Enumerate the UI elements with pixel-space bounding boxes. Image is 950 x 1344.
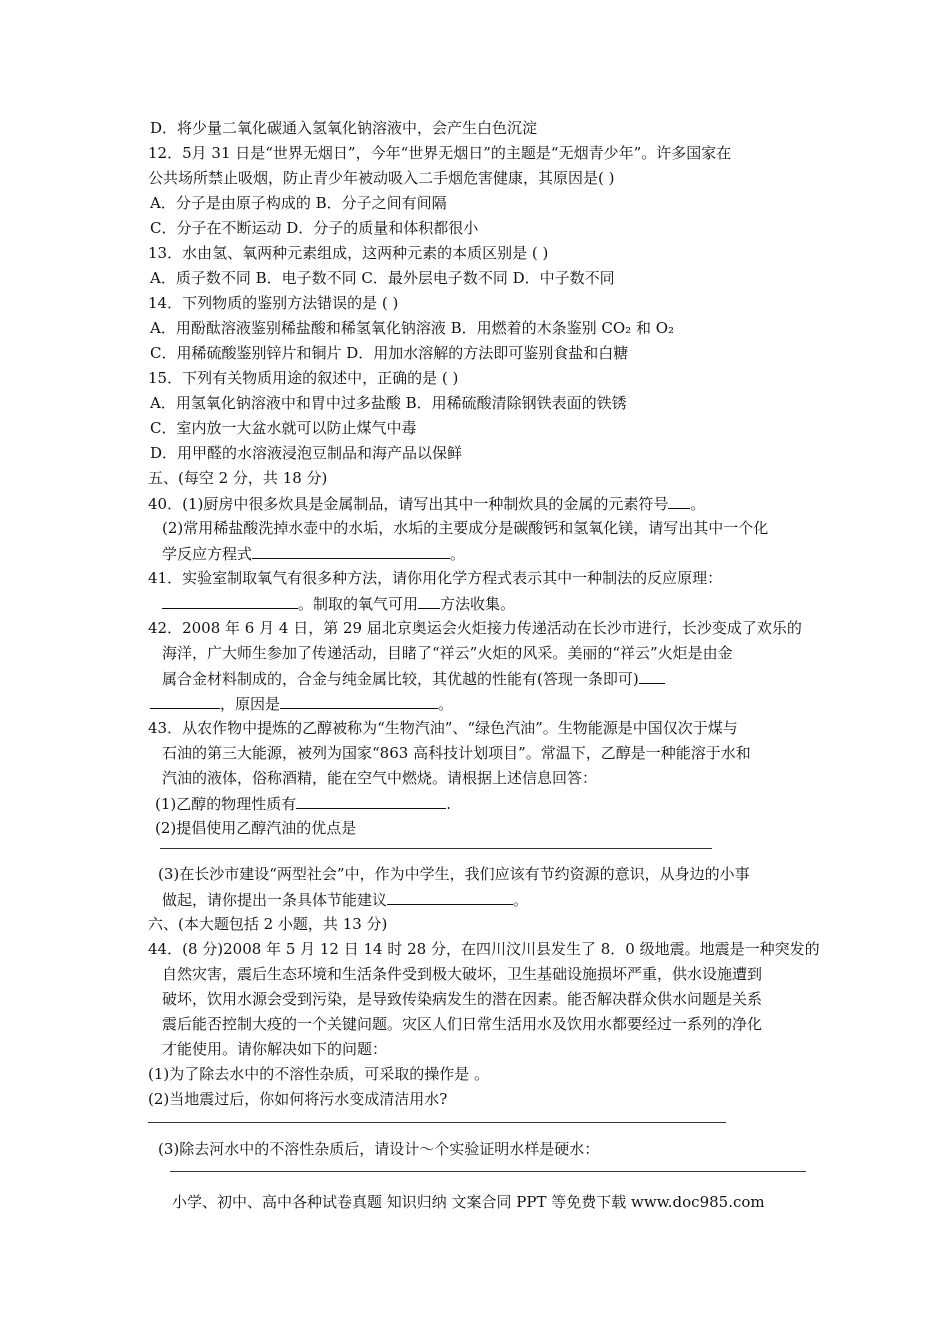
q41-answer-blank-1[interactable] (162, 591, 298, 609)
q42-stem-line1: 42．2008 年 6 月 4 日，第 29 届北京奥运会火炬接力传递活动在长沙市进行，长沙变成了欢乐的 (148, 619, 802, 637)
q43-stem-line1: 43．从农作物中提炼的乙醇被称为“生物汽油”、“绿色汽油”。生物能源是中国仅次于煤与 (148, 719, 738, 737)
q41-stem: 41．实验室制取氧气有很多种方法，请你用化学方程式表示其中一种制法的反应原理： (148, 569, 723, 587)
q43-part3-line2 (162, 887, 528, 912)
q41-answer-blank-2[interactable] (418, 591, 440, 609)
q40-answer-blank-2[interactable] (252, 541, 450, 559)
q12-stem-line1: 12．5月 31 日是“世界无烟日”，今年“世界无烟日”的主题是“无烟青少年”。许多国家在 (148, 144, 732, 162)
q42-answer-line (150, 691, 453, 716)
q42-reason-end: 。 (438, 695, 454, 713)
q13-stem: 13．水由氢、氧两种元素组成，这两种元素的本质区别是 ( ) (148, 244, 549, 262)
q44-part1: (1)为了除去水中的不溶性杂质，可采取的操作是 。 (148, 1065, 490, 1083)
section-six-heading: 六、(本大题包括 2 小题，共 13 分) (148, 915, 388, 933)
section-five-heading: 五、(每空 2 分，共 18 分) (148, 469, 328, 487)
q43-answer-blank-3[interactable] (387, 887, 513, 905)
q12-stem-line2: 公共场所禁止吸烟，防止青少年被动吸入二手烟危害健康，其原因是( ) (148, 169, 615, 187)
q43-part1 (155, 791, 451, 816)
q43-part3-end: 。 (513, 891, 529, 909)
q41-text-end: 方法收集。 (440, 595, 516, 613)
q40-part2-line1: (2)常用稀盐酸洗掉水壶中的水垢，水垢的主要成分是碳酸钙和氢氧化镁，请写出其中一个化 (162, 519, 769, 537)
q42-stem-line3 (162, 666, 665, 691)
q42-answer-blank-1b[interactable] (150, 691, 220, 709)
q40-part1-end: 。 (690, 495, 706, 513)
q15-stem: 15．下列有关物质用途的叙述中，正确的是 ( ) (148, 369, 459, 387)
q42-answer-blank-1a[interactable] (639, 666, 665, 684)
q43-answer-blank-1[interactable] (296, 791, 446, 809)
q12-options-cd: C．分子在不断运动 D．分子的质量和体积都很小 (150, 219, 479, 237)
q43-part3-text: 做起，请你提出一条具体节能建议 (162, 891, 388, 909)
q42-answer-blank-2[interactable] (280, 691, 438, 709)
q12-options-ab: A．分子是由原子构成的 B．分子之间有间隔 (150, 194, 447, 212)
q15-options-ab: A．用氢氧化钠溶液中和胃中过多盐酸 B．用稀硫酸清除钢铁表面的铁锈 (150, 394, 627, 412)
q43-part1-text: (1)乙醇的物理性质有 (155, 795, 297, 813)
q40-part1-text: 40．(1)厨房中很多炊具是金属制品，请写出其中一种制炊具的金属的元素符号 (148, 495, 669, 513)
q44-stem-line1: 44．(8 分)2008 年 5 月 12 日 14 时 28 分，在四川汶川县发生了 8．0 级地震。地震是一种突发的 (148, 940, 820, 958)
q42-reason-text: ，原因是 (220, 695, 281, 713)
q40-part1 (148, 491, 705, 516)
q40-part2-text: 学反应方程式 (162, 545, 253, 563)
q41-text-mid: 。制取的氧气可用 (298, 595, 419, 613)
q14-stem: 14．下列物质的鉴别方法错误的是 ( ) (148, 294, 399, 312)
q43-part3-line1: (3)在长沙市建设“两型社会”中，作为中学生，我们应该有节约资源的意识，从身边的小事 (158, 865, 750, 883)
q44-answer-rule-3[interactable] (170, 1171, 806, 1172)
q44-stem-line4: 震后能否控制大疫的一个关键问题。灾区人们日常生活用水及饮用水都要经过一系列的净化 (162, 1015, 763, 1033)
q44-answer-rule-2[interactable] (148, 1122, 726, 1123)
q44-stem-line3: 破坏，饮用水源会受到污染，是导致传染病发生的潜在因素。能否解决群众供水问题是关系 (162, 990, 763, 1008)
q40-answer-blank-1[interactable] (668, 491, 690, 509)
q43-stem-line3: 汽油的液体，俗称酒精，能在空气中燃烧。请根据上述信息回答： (162, 769, 598, 787)
q42-stem-line2: 海洋，广大师生参加了传递活动，目睹了“祥云”火炬的风采。美丽的“祥云”火炬是由金 (162, 644, 733, 662)
q14-options-cd: C．用稀硫酸鉴别锌片和铜片 D．用加水溶解的方法即可鉴别食盐和白糖 (150, 344, 629, 362)
q43-answer-rule-2[interactable] (160, 848, 712, 849)
q40-part2-line2 (162, 541, 465, 566)
q44-part3: (3)除去河水中的不溶性杂质后，请设计～个实验证明水样是硬水： (158, 1140, 600, 1158)
q14-options-ab: A．用酚酞溶液鉴别稀盐酸和稀氢氧化钠溶液 B．用燃着的木条鉴别 CO₂ 和 O₂ (150, 319, 675, 337)
q42-stem-line3-text: 属合金材料制成的，合金与纯金属比较，其优越的性能有(答现一条即可) (162, 670, 639, 688)
page-footer: 小学、初中、高中各种试卷真题 知识归纳 文案合同 PPT 等免费下载 www.doc985.com (172, 1193, 765, 1211)
q44-stem-line2: 自然灾害，震后生态环境和生活条件受到极大破坏，卫生基础设施损坏严重，供水设施遭到 (162, 965, 763, 983)
q13-options: A．质子数不同 B．电子数不同 C．最外层电子数不同 D．中子数不同 (150, 269, 615, 287)
q44-part2: (2)当地震过后，你如何将污水变成清洁用水? (148, 1090, 448, 1108)
q40-part2-end: 。 (450, 545, 466, 563)
q43-part1-end: . (446, 795, 452, 813)
q11-option-d: D．将少量二氧化碳通入氢氧化钠溶液中，会产生白色沉淀 (150, 119, 538, 137)
q15-option-d: D．用甲醛的水溶液浸泡豆制品和海产品以保鲜 (150, 444, 463, 462)
q15-option-c: C．室内放一大盆水就可以防止煤气中毒 (150, 419, 417, 437)
q44-stem-line5: 才能使用。请你解决如下的问题： (162, 1040, 388, 1058)
q43-part2: (2)提倡使用乙醇汽油的优点是 (155, 819, 357, 837)
q41-answer-line (162, 591, 515, 616)
q43-stem-line2: 石油的第三大能源，被列为国家“863 高科技计划项目”。常温下，乙醇是一种能溶于水和 (162, 744, 751, 762)
